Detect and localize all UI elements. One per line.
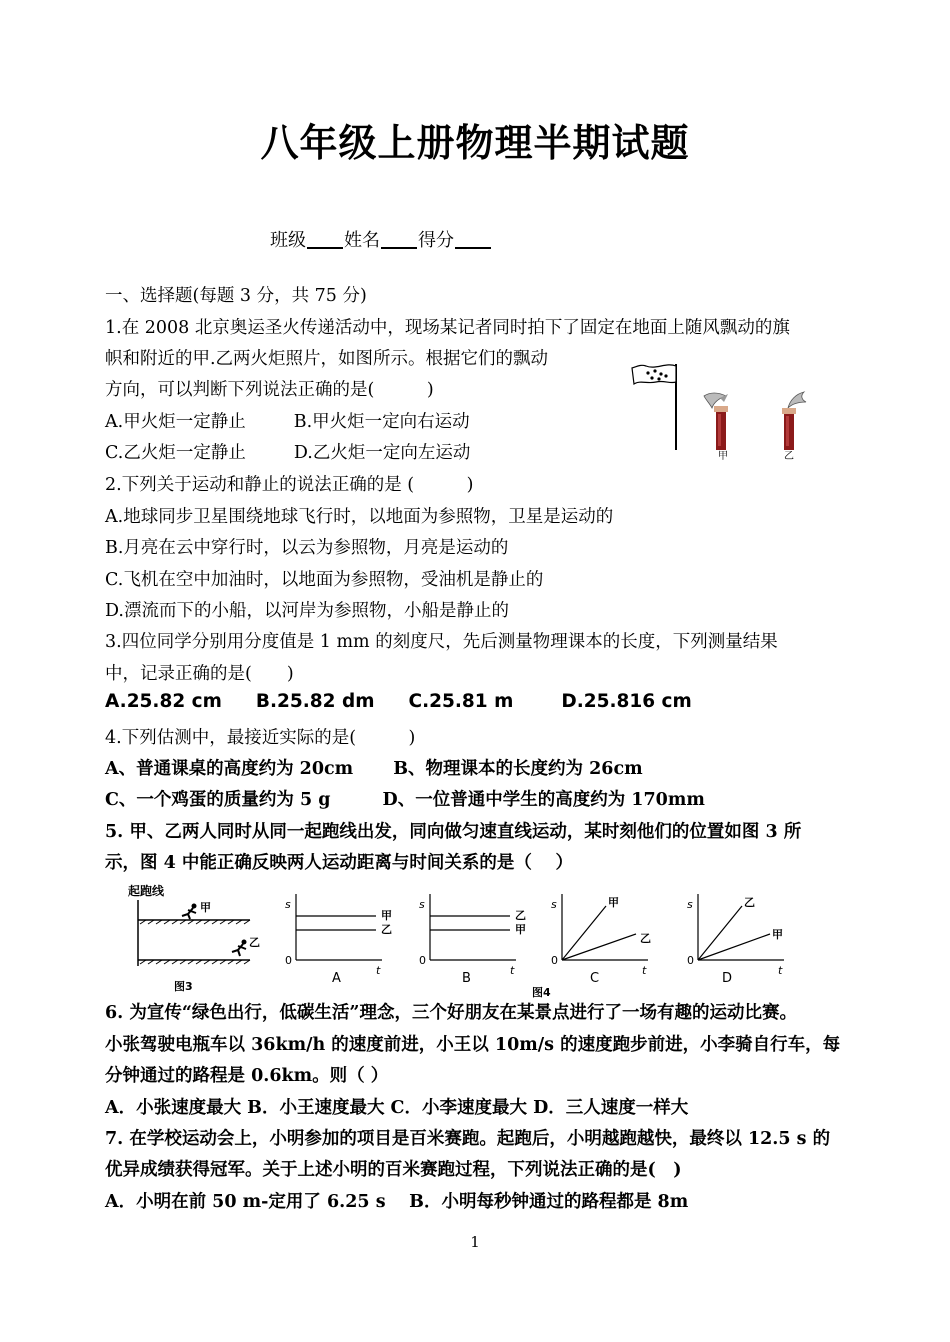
graph-c-label-yi: 乙 [640, 932, 651, 945]
q6-line1: 6. 为宣传“绿色出行，低碳生活”理念，三个好朋友在某景点进行了一场有趣的运动比赛。 [105, 1003, 797, 1023]
q2-option-b: B.月亮在云中穿行时，以云为参照物，月亮是运动的 [105, 538, 509, 558]
graph-d-t-axis: t [778, 964, 783, 977]
q5-line2: 示，图 4 中能正确反映两人运动距离与时间关系的是（ ） [105, 853, 573, 873]
torch-jia [704, 393, 728, 450]
fig3-track [128, 883, 260, 993]
q3-option-c: C.25.81 m [408, 691, 514, 712]
graph-b-t-axis: t [510, 964, 515, 977]
q1-option-c: C.乙火炬一定静止 [105, 443, 246, 463]
q4-options-ab [105, 755, 643, 780]
q1-option-b: B.甲火炬一定向右运动 [293, 412, 470, 432]
q4-option-d: D、一位普通中学生的高度约为 170mm [382, 790, 705, 810]
score-label: 得分 [418, 230, 454, 251]
q4-option-a: A、普通课桌的高度约为 20cm [105, 759, 354, 779]
q1-option-d: D.乙火炬一定向左运动 [293, 443, 471, 463]
graph-d-label-jia: 甲 [772, 928, 783, 941]
graph-b-label-jia: 甲 [515, 923, 526, 936]
q1-options-ab [105, 408, 470, 433]
name-blank[interactable] [381, 229, 417, 249]
class-label: 班级 [270, 230, 306, 251]
q1-figure [628, 358, 820, 462]
section-heading: 一、选择题(每题 3 分，共 75 分) [105, 286, 367, 306]
start-line-label: 起跑线 [128, 884, 165, 898]
graph-a-label-yi: 乙 [381, 923, 392, 936]
q6-line2: 小张驾驶电瓶车以 36km/h 的速度前进，小王以 10m/s 的速度跑步前进，小李骑自行车，每 [105, 1035, 841, 1055]
name-label: 姓名 [344, 230, 380, 251]
q7-options-ab: A．小明在前 50 m-定用了 6.25 s B．小明每秒钟通过的路程都是 8m [105, 1192, 689, 1212]
q4-stem: 4.下列估测中，最接近实际的是( ) [105, 728, 416, 748]
q2-option-c: C.飞机在空中加油时，以地面为参照物，受油机是静止的 [105, 570, 544, 590]
q1-line3: 方向，可以判断下列说法正确的是( ) [105, 380, 434, 400]
fig4-caption: 图4 [532, 986, 551, 999]
graph-b [419, 894, 526, 986]
q5-figure [126, 880, 796, 1002]
q4-option-b: B、物理课本的长度约为 26cm [393, 759, 643, 779]
score-blank[interactable] [455, 229, 491, 249]
graph-c [551, 894, 651, 986]
q1-line2: 帜和附近的甲.乙两火炬照片，如图所示。根据它们的飘动 [105, 349, 549, 369]
q2-option-a: A.地球同步卫星围绕地球飞行时，以地面为参照物，卫星是运动的 [105, 507, 614, 527]
graph-d-origin: 0 [687, 954, 694, 967]
q2-stem: 2.下列关于运动和静止的说法正确的是 ( ) [105, 475, 474, 495]
q1-line1: 1.在 2008 北京奥运圣火传递活动中，现场某记者同时拍下了固定在地面上随风飘动的旗 [105, 318, 790, 338]
graph-a-s-axis: s [285, 898, 291, 911]
graph-b-origin: 0 [419, 954, 426, 967]
q6-options: A．小张速度最大 B．小王速度最大 C．小李速度最大 D．三人速度一样大 [105, 1098, 689, 1118]
torch-label-jia: 甲 [718, 451, 728, 462]
graph-d-label-yi: 乙 [744, 896, 755, 909]
graph-b-s-axis: s [419, 898, 425, 911]
page-number: 1 [470, 1233, 480, 1251]
fig3-caption: 图3 [174, 980, 193, 993]
q3-option-a: A.25.82 cm [105, 691, 222, 712]
graph-d-s-axis: s [687, 898, 693, 911]
q2-option-d: D.漂流而下的小船，以河岸为参照物，小船是静止的 [105, 601, 509, 621]
torch-label-yi: 乙 [784, 451, 794, 462]
q3-line2: 中，记录正确的是( ) [105, 664, 294, 684]
runner-yi-icon [232, 940, 247, 957]
q3-option-d: D.25.816 cm [561, 691, 692, 712]
graph-a-option: A [332, 971, 341, 986]
q4-options-cd [105, 786, 705, 811]
q5-line1: 5. 甲、乙两人同时从同一起跑线出发，同向做匀速直线运动，某时刻他们的位置如图 3 所 [105, 822, 802, 842]
q6-line3: 分钟通过的路程是 0.6km。则（ ） [105, 1066, 389, 1086]
q4-option-c: C、一个鸡蛋的质量约为 5 g [105, 790, 331, 810]
q3-options [105, 691, 692, 712]
q3-option-b: B.25.82 dm [255, 691, 375, 712]
q7-line1: 7. 在学校运动会上，小明参加的项目是百米赛跑。起跑后，小明越跑越快，最终以 12.5 s 的 [105, 1129, 831, 1149]
q3-line1: 3.四位同学分别用分度值是 1 mm 的刻度尺，先后测量物理课本的长度，下列测量结果 [105, 632, 778, 652]
graph-c-label-jia: 甲 [608, 896, 619, 909]
page-title: 八年级上册物理半期试题 [260, 121, 690, 165]
graph-b-label-yi: 乙 [515, 909, 526, 922]
fig3-label-jia: 甲 [200, 901, 211, 914]
class-blank[interactable] [307, 229, 343, 249]
graph-a [285, 894, 392, 986]
graph-c-origin: 0 [551, 954, 558, 967]
graph-c-t-axis: t [642, 964, 647, 977]
runner-jia-icon [182, 904, 197, 920]
student-info [270, 226, 492, 252]
graph-a-label-jia: 甲 [381, 909, 392, 922]
q1-options-cd [105, 439, 470, 464]
graph-d-option: D [722, 971, 733, 986]
graph-b-option: B [462, 971, 471, 986]
graph-a-t-axis: t [376, 964, 381, 977]
torch-yi [782, 392, 806, 450]
graph-c-option: C [590, 971, 600, 986]
fig3-label-yi: 乙 [249, 936, 260, 949]
q1-option-a: A.甲火炬一定静止 [105, 412, 246, 432]
graph-d [687, 894, 784, 986]
q7-line2: 优异成绩获得冠军。关于上述小明的百米赛跑过程，下列说法正确的是( ) [105, 1160, 682, 1180]
graph-a-origin: 0 [285, 954, 292, 967]
graph-c-s-axis: s [551, 898, 557, 911]
